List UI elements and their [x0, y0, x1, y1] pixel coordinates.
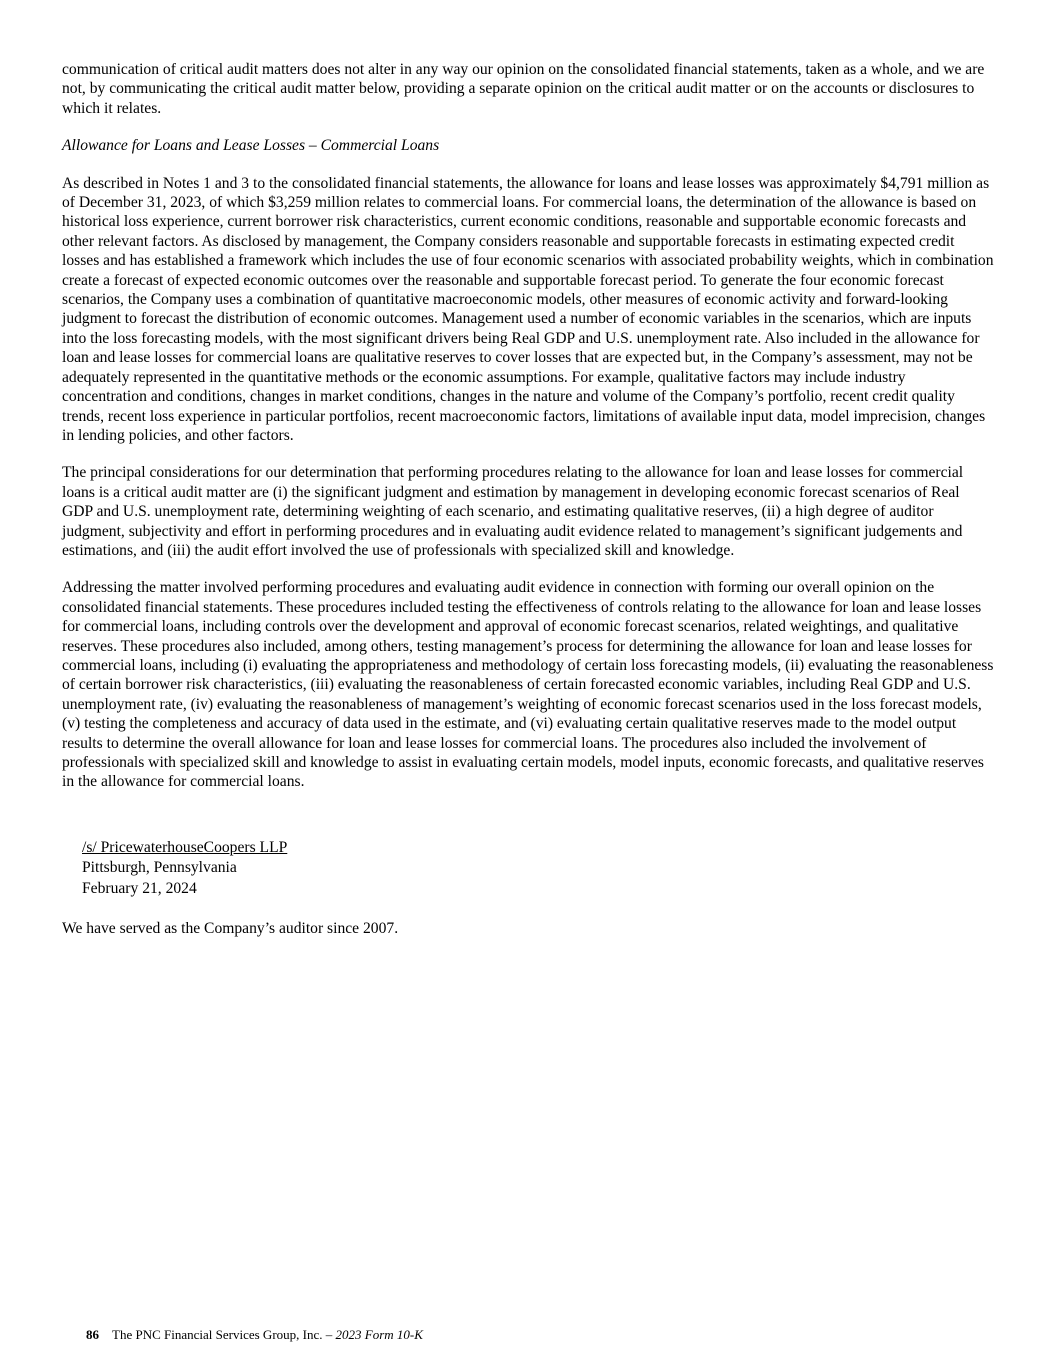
principal-considerations-paragraph: The principal considerations for our determination that performing procedures relating to the allowance for loan and lease losses for commercial loans is a critical audit matter are (i) the significant judgment and estimation by management in developing economic forecast scenarios of Real GDP and U.S. unemployment rate, determining weighting of each scenario, and estimating qualitative reserves, (ii) a high degree of auditor judgment, subjectivity and effort in performing procedures and in evaluating audit evidence related to management’s significant judgements and estimations, and (iii) the audit effort involved the use of professionals with specialized skill and knowledge. [62, 464, 964, 559]
page-number: 86 [86, 1327, 99, 1342]
footer-form-name: 2023 Form 10-K [335, 1327, 423, 1342]
cam-description-paragraph: As described in Notes 1 and 3 to the consolidated financial statements, the allowance for loans and lease losses was approximately $4,791 million as of December 31, 2023, of which $3,259 million relates to commercial loans. For commercial loans, the determination of the allowance is based on historical loss experience, current borrower risk characteristics, current economic conditions, reasonable and supportable economic forecasts and other relevant factors. As disclosed by management, the Company considers reasonable and supportable forecasts in estimating expected credit losses and has established a framework which includes the use of four economic scenarios with associated probability weights, which in combination create a forecast of expected economic outcomes over the reasonable and supportable forecast period. To generate the four economic forecast scenarios, the Company uses a combination of quantitative macroeconomic models, other measures of economic activity and forward-looking judgment to forecast the distribution of economic outcomes. Management used a number of economic variables in the scenarios, which are inputs into the loss forecasting models, with the most significant drivers being Real GDP and U.S. unemployment rate. Also included in the allowance for loan and lease losses for commercial loans are qualitative reserves to cover losses that are expected but, in the Company’s assessment, may not be adequately represented in the quantitative methods or the economic assumptions. For example, qualitative factors may include industry concentration and conditions, changes in market conditions, changes in the nature and volume of the Company’s portfolio, recent credit quality trends, recent loss experience in particular portfolios, recent macroeconomic factors, limitations of available input data, model imprecision, changes in lending policies, and other factors. [62, 174, 994, 444]
auditor-signature: /s/ PricewaterhouseCoopers LLP [82, 838, 288, 856]
footer-company-name: The PNC Financial Services Group, Inc. – [112, 1327, 333, 1342]
document-body [62, 60, 994, 957]
page-footer [86, 1327, 423, 1343]
auditor-signature-block [82, 838, 994, 900]
auditor-tenure-statement: We have served as the Company’s auditor since 2007. [62, 920, 399, 938]
auditor-location: Pittsburgh, Pennsylvania [82, 859, 237, 877]
report-date: February 21, 2024 [82, 879, 197, 897]
intro-paragraph: communication of critical audit matters does not alter in any way our opinion on the consolidated financial statements, taken as a whole, and we are not, by communicating the critical audit matter below, providing a separate opinion on the critical audit matter or on the accounts or disclosures to which it relates. [62, 61, 985, 117]
critical-audit-matter-heading: Allowance for Loans and Lease Losses – Commercial Loans [62, 137, 440, 155]
audit-procedures-paragraph: Addressing the matter involved performing procedures and evaluating audit evidence in connection with forming our overall opinion on the consolidated financial statements. These procedures included testing the effectiveness of controls relating to the allowance for loan and lease losses for commercial loans, including controls over the development and approval of economic forecast scenarios, related weightings, and qualitative reserves. These procedures also included, among others, testing management’s process for determining the allowance for loan and lease losses for commercial loans, including (i) evaluating the appropriateness and methodology of certain loss forecasting models, (ii) evaluating the reasonableness of certain borrower risk characteristics, (iii) evaluating the reasonableness of certain forecasted economic variables, including Real GDP and U.S. unemployment rate, (iv) evaluating the reasonableness of management’s weighting of economic forecast scenarios used in the loss forecast models, (v) testing the completeness and accuracy of data used in the estimate, and (vi) evaluating certain qualitative reserves made to the model output results to determine the overall allowance for loan and lease losses for commercial loans. The procedures also included the involvement of professionals with specialized skill and knowledge to assist in evaluating certain models, model inputs, economic forecasts, and qualitative reserves in the allowance for commercial loans. [62, 579, 994, 791]
